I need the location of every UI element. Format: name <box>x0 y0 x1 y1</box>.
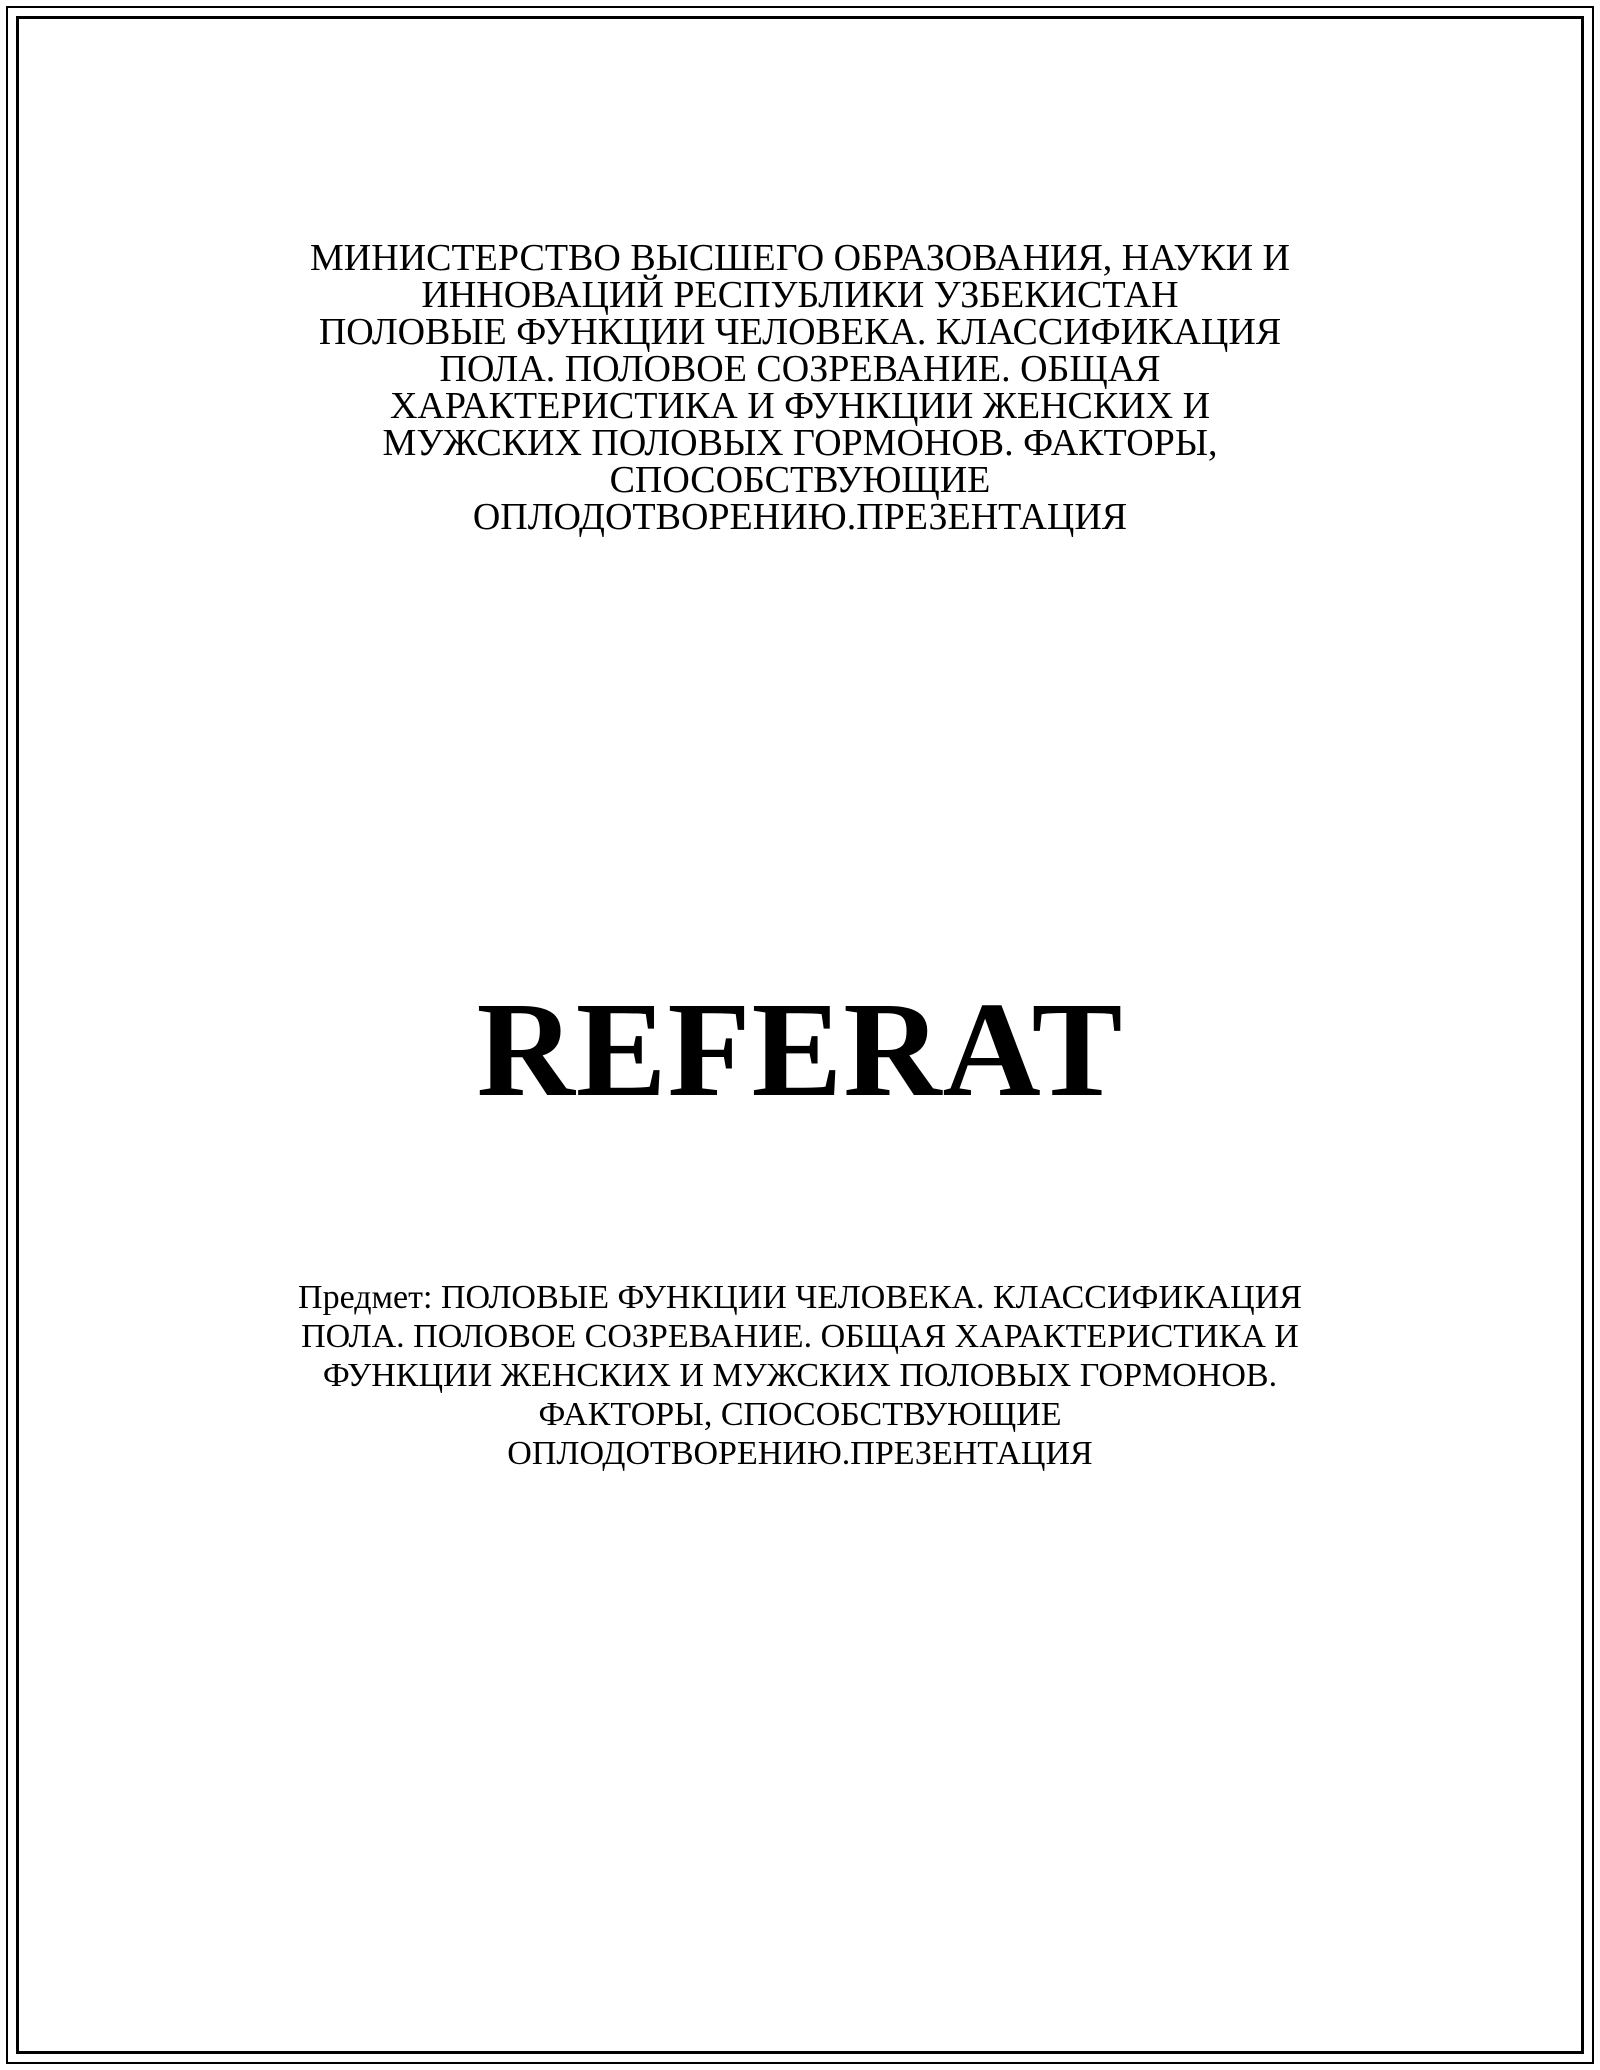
header-line: МУЖСКИХ ПОЛОВЫХ ГОРМОНОВ. ФАКТОРЫ, <box>382 422 1218 464</box>
subject-line: Предмет: ПОЛОВЫЕ ФУНКЦИИ ЧЕЛОВЕКА. КЛАССИФИКАЦИЯ <box>298 1279 1302 1316</box>
document-title: REFERAT <box>476 975 1124 1125</box>
header-line: СПОСОБСТВУЮЩИЕ <box>609 459 991 501</box>
ministry-and-topic-header <box>200 237 1400 538</box>
header-line: ОПЛОДОТВОРЕНИЮ.ПРЕЗЕНТАЦИЯ <box>472 496 1128 538</box>
subject-line: ПОЛА. ПОЛОВОЕ СОЗРЕВАНИЕ. ОБЩАЯ ХАРАКТЕРИСТИКА И <box>301 1318 1299 1355</box>
subject-line: ФУНКЦИИ ЖЕНСКИХ И МУЖСКИХ ПОЛОВЫХ ГОРМОНОВ. <box>322 1357 1278 1394</box>
header-line: ПОЛА. ПОЛОВОЕ СОЗРЕВАНИЕ. ОБЩАЯ <box>439 348 1161 390</box>
header-line: МИНИСТЕРСТВО ВЫСШЕГО ОБРАЗОВАНИЯ, НАУКИ И <box>310 237 1290 279</box>
header-line: ПОЛОВЫЕ ФУНКЦИИ ЧЕЛОВЕКА. КЛАССИФИКАЦИЯ <box>318 311 1282 353</box>
subject-line: ФАКТОРЫ, СПОСОБСТВУЮЩИЕ <box>538 1396 1062 1433</box>
header-line: ХАРАКТЕРИСТИКА И ФУНКЦИИ ЖЕНСКИХ И <box>389 385 1211 427</box>
subject-line: ОПЛОДОТВОРЕНИЮ.ПРЕЗЕНТАЦИЯ <box>507 1435 1093 1472</box>
header-line: ИННОВАЦИЙ РЕСПУБЛИКИ УЗБЕКИСТАН <box>421 274 1179 316</box>
subject-block <box>200 1278 1400 1473</box>
